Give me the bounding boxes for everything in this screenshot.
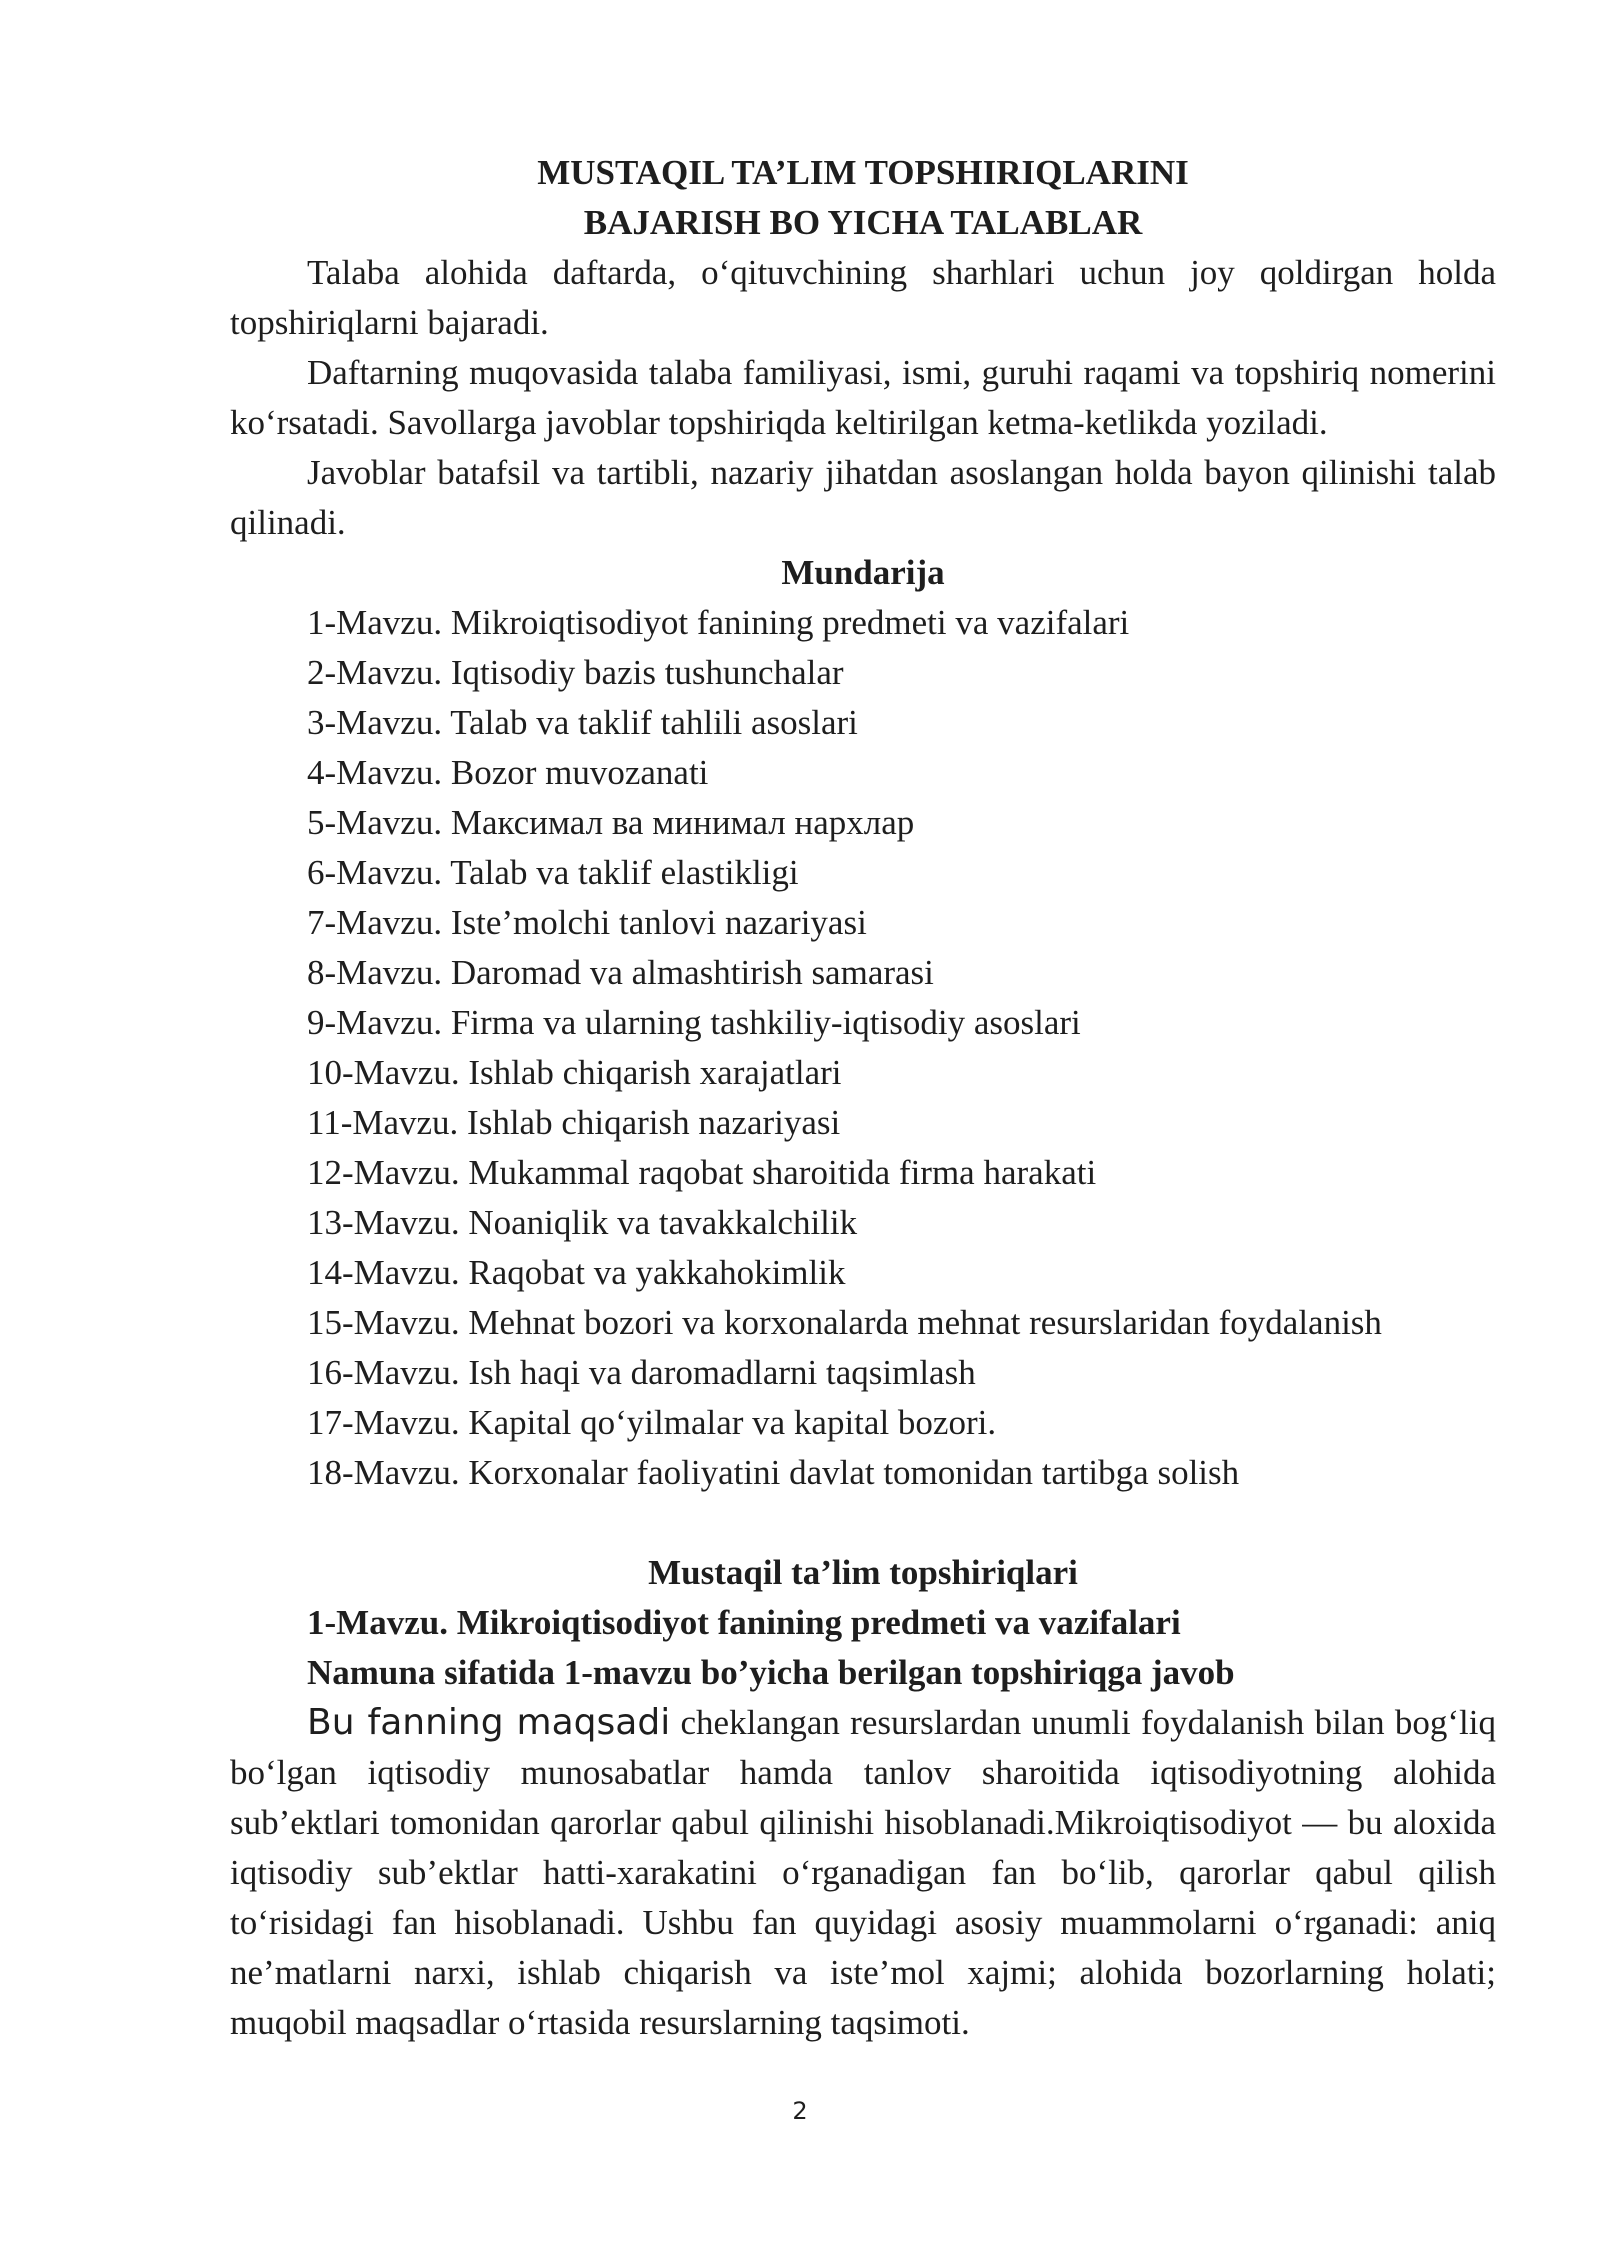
tasks-title: Mustaqil ta’lim topshiriqlari	[648, 1553, 1078, 1592]
toc-item: 5-Mavzu. Максимал ва минимал нархлар	[307, 803, 915, 842]
toc-item: 15-Mavzu. Mehnat bozori va korxonalarda mehnat resurslaridan foydalanish	[307, 1303, 1382, 1342]
intro-paragraph-2: Daftarning muqovasida talaba familiyasi, ismi, guruhi raqami va topshiriq nomerini ko‘rsatadi. Savollarga javoblar topshiriqda keltirilgan ketma-ketlikda yoziladi.	[230, 353, 1496, 442]
toc-item: 3-Mavzu. Talab va taklif tahlili asoslari	[307, 703, 858, 742]
document-title-line-1: MUSTAQIL TA’LIM TOPSHIRIQLARINI	[537, 153, 1189, 192]
sample-answer-heading: Namuna sifatida 1-mavzu bo’yicha berilgan topshiriqga javob	[307, 1653, 1235, 1692]
toc-item: 9-Mavzu. Firma va ularning tashkiliy-iqtisodiy asoslari	[307, 1003, 1081, 1042]
toc-item: 12-Mavzu. Mukammal raqobat sharoitida firma harakati	[307, 1153, 1097, 1192]
toc-item: 13-Mavzu. Noaniqlik va tavakkalchilik	[307, 1203, 858, 1242]
toc-item: 8-Mavzu. Daromad va almashtirish samarasi	[307, 953, 934, 992]
toc-item: 7-Mavzu. Iste’molchi tanlovi nazariyasi	[307, 903, 867, 942]
table-of-contents	[230, 598, 1496, 1498]
answer-paragraph	[230, 1698, 1496, 2048]
toc-item: 2-Mavzu. Iqtisodiy bazis tushunchalar	[307, 653, 844, 692]
toc-item: 11-Mavzu. Ishlab chiqarish nazariyasi	[307, 1103, 841, 1142]
toc-title: Mundarija	[781, 553, 945, 592]
toc-item: 6-Mavzu. Talab va taklif elastikligi	[307, 853, 799, 892]
toc-item: 14-Mavzu. Raqobat va yakkahokimlik	[307, 1253, 846, 1292]
document-title-line-2: BAJARISH BO YICHA TALABLAR	[583, 203, 1143, 242]
intro-paragraph-3: Javoblar batafsil va tartibli, nazariy jihatdan asoslangan holda bayon qilinishi talab qilinadi.	[230, 453, 1496, 542]
toc-item: 10-Mavzu. Ishlab chiqarish xarajatlari	[307, 1053, 842, 1092]
page-number: 2	[792, 2097, 808, 2125]
toc-item: 17-Mavzu. Kapital qo‘yilmalar va kapital bozori.	[307, 1403, 997, 1442]
toc-item: 16-Mavzu. Ish haqi va daromadlarni taqsimlash	[307, 1353, 976, 1392]
answer-lead-phrase: Bu fanning maqsadi	[307, 1702, 671, 1743]
toc-item: 18-Mavzu. Korxonalar faoliyatini davlat tomonidan tartibga solish	[307, 1453, 1240, 1492]
toc-item: 4-Mavzu. Bozor muvozanati	[307, 753, 709, 792]
toc-item: 1-Mavzu. Mikroiqtisodiyot fanining predmeti va vazifalari	[307, 603, 1130, 642]
answer-body-text: cheklangan resurslardan unumli foydalanish bilan bog‘liq bo‘lgan iqtisodiy munosabatlar hamda tanlov sharoitida iqtisodiyotning alohida sub’ektlari tomonidan qarorlar qabul qilinishi hisoblanadi.Mikroiqtisodiyot — bu aloxida iqtisodiy sub’ektlar hatti-xarakatini o‘rganadigan fan bo‘lib, qarorlar qabul qilish to‘risidagi fan hisoblanadi. Ushbu fan quyidagi asosiy muammolarni o‘rganadi: aniq ne’matlarni narxi, ishlab chiqarish va iste’mol xajmi; alohida bozorlarning holati; muqobil maqsadlar o‘rtasida resurslarning taqsimoti.	[230, 1703, 1496, 2042]
section-spacer	[230, 1498, 1496, 1548]
topic-heading: 1-Mavzu. Mikroiqtisodiyot fanining predmeti va vazifalari	[307, 1603, 1181, 1642]
intro-paragraph-1: Talaba alohida daftarda, o‘qituvchining sharhlari uchun joy qoldirgan holda topshiriqlarni bajaradi.	[230, 253, 1496, 342]
